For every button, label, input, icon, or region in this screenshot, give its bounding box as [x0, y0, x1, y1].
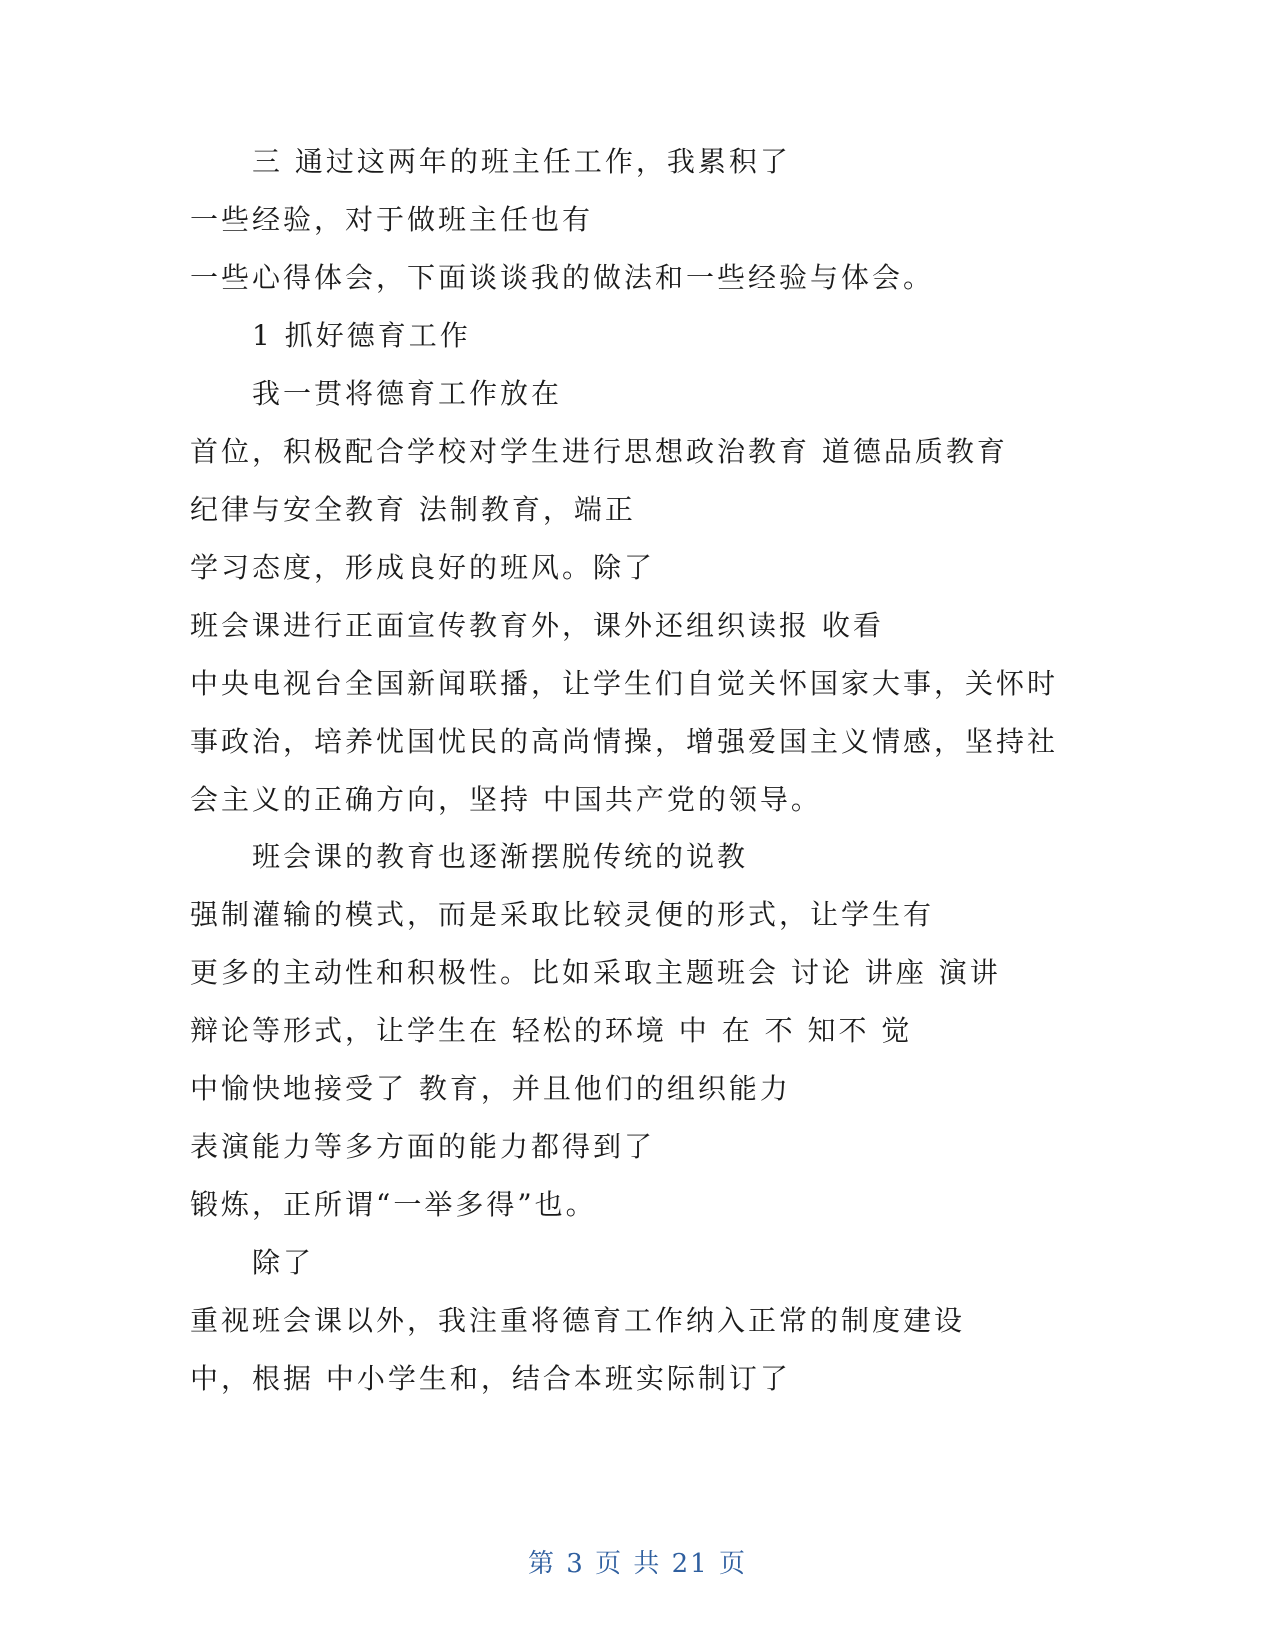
text-line: 学习态度，形成良好的班风。除了: [190, 551, 656, 584]
text-line: 首位，积极配合学校对学生进行思想政治教育 道德品质教育: [190, 435, 1008, 468]
text-line: 辩论等形式，让学生在 轻松的环境 中 在 不 知不 觉: [190, 1014, 913, 1047]
text-line: 中，根据 中小学生和，结合本班实际制订了: [190, 1362, 791, 1395]
text-line: 纪律与安全教育 法制教育，端正: [190, 493, 636, 526]
page-number-footer: 第 3 页 共 21 页: [528, 1549, 747, 1579]
text-line: 班会课的教育也逐渐摆脱传统的说教: [252, 840, 749, 873]
text-line: 重视班会课以外，我注重将德育工作纳入正常的制度建设: [190, 1304, 966, 1337]
text-line: 事政治，培养忧国忧民的高尚情操，增强爱国主义情感，坚持社: [190, 725, 1059, 758]
text-line: 更多的主动性和积极性。比如采取主题班会 讨论 讲座 演讲: [190, 956, 1001, 989]
text-line: 除了: [252, 1246, 315, 1279]
text-line: 三 通过这两年的班主任工作，我累积了: [252, 145, 791, 178]
section-heading: 1 抓好德育工作: [252, 319, 471, 352]
text-line: 中央电视台全国新闻联播，让学生们自觉关怀国家大事，关怀时: [190, 667, 1059, 700]
text-line: 班会课进行正面宣传教育外，课外还组织读报 收看: [190, 609, 884, 642]
text-line: 我一贯将德育工作放在: [252, 377, 563, 410]
text-line: 一些心得体会，下面谈谈我的做法和一些经验与体会。: [190, 261, 935, 294]
text-line: 强制灌输的模式，而是采取比较灵便的形式，让学生有: [190, 898, 935, 931]
text-line: 一些经验，对于做班主任也有: [190, 203, 594, 236]
text-line: 表演能力等多方面的能力都得到了: [190, 1130, 656, 1163]
text-line: 锻炼，正所谓“一举多得”也。: [190, 1188, 597, 1221]
text-line: 中愉快地接受了 教育，并且他们的组织能力: [190, 1072, 791, 1105]
text-line: 会主义的正确方向，坚持 中国共产党的领导。: [190, 783, 822, 816]
